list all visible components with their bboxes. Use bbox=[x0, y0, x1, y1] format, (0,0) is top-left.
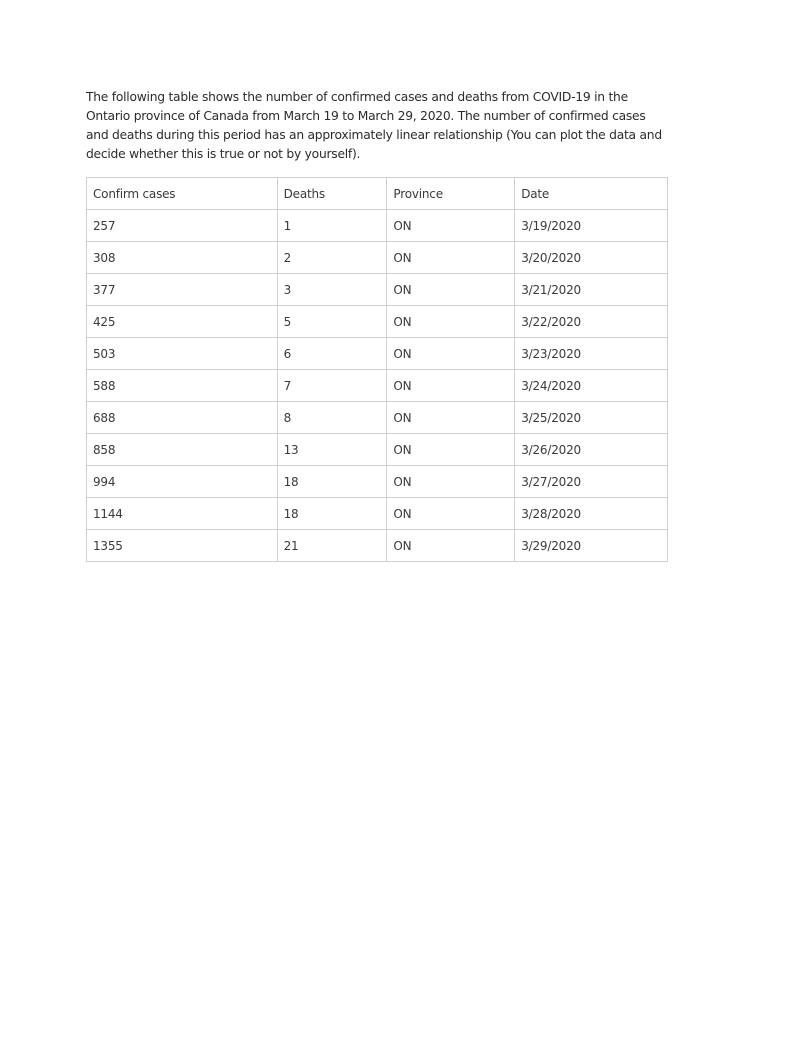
cell-deaths: 3 bbox=[277, 274, 387, 306]
cell-confirm-cases: 994 bbox=[87, 466, 278, 498]
cell-deaths: 2 bbox=[277, 242, 387, 274]
cell-province: ON bbox=[387, 338, 515, 370]
cell-deaths: 13 bbox=[277, 434, 387, 466]
table-row bbox=[87, 466, 668, 498]
table-row bbox=[87, 242, 668, 274]
table-row bbox=[87, 530, 668, 562]
table-row bbox=[87, 370, 668, 402]
cell-date: 3/25/2020 bbox=[515, 402, 668, 434]
cell-confirm-cases: 377 bbox=[87, 274, 278, 306]
cell-province: ON bbox=[387, 402, 515, 434]
cell-deaths: 1 bbox=[277, 210, 387, 242]
header-date: Date bbox=[515, 178, 668, 210]
cell-date: 3/24/2020 bbox=[515, 370, 668, 402]
table-header-row bbox=[87, 178, 668, 210]
cell-province: ON bbox=[387, 434, 515, 466]
cell-province: ON bbox=[387, 274, 515, 306]
table-row bbox=[87, 338, 668, 370]
cell-confirm-cases: 503 bbox=[87, 338, 278, 370]
cell-province: ON bbox=[387, 306, 515, 338]
covid-data-table bbox=[86, 177, 668, 562]
table-row bbox=[87, 434, 668, 466]
cell-deaths: 7 bbox=[277, 370, 387, 402]
table-row bbox=[87, 210, 668, 242]
header-province: Province bbox=[387, 178, 515, 210]
cell-deaths: 6 bbox=[277, 338, 387, 370]
intro-paragraph: The following table shows the number of confirmed cases and deaths from COVID-19 in the Ontario province of Canada from March 19 to March 29, 2020. The number of confirmed cases and deaths during this period has an approximately linear relationship (You can plot the data and decide whether this is true or not by yourself). bbox=[86, 90, 662, 161]
cell-province: ON bbox=[387, 466, 515, 498]
cell-confirm-cases: 1355 bbox=[87, 530, 278, 562]
cell-deaths: 21 bbox=[277, 530, 387, 562]
cell-date: 3/19/2020 bbox=[515, 210, 668, 242]
cell-province: ON bbox=[387, 530, 515, 562]
cell-confirm-cases: 588 bbox=[87, 370, 278, 402]
header-deaths: Deaths bbox=[277, 178, 387, 210]
header-confirm-cases: Confirm cases bbox=[87, 178, 278, 210]
cell-province: ON bbox=[387, 370, 515, 402]
cell-province: ON bbox=[387, 498, 515, 530]
cell-confirm-cases: 858 bbox=[87, 434, 278, 466]
cell-deaths: 18 bbox=[277, 498, 387, 530]
cell-deaths: 5 bbox=[277, 306, 387, 338]
cell-date: 3/21/2020 bbox=[515, 274, 668, 306]
cell-deaths: 8 bbox=[277, 402, 387, 434]
cell-confirm-cases: 688 bbox=[87, 402, 278, 434]
cell-date: 3/20/2020 bbox=[515, 242, 668, 274]
cell-confirm-cases: 425 bbox=[87, 306, 278, 338]
cell-date: 3/23/2020 bbox=[515, 338, 668, 370]
cell-date: 3/28/2020 bbox=[515, 498, 668, 530]
cell-date: 3/22/2020 bbox=[515, 306, 668, 338]
table-row bbox=[87, 498, 668, 530]
table-row bbox=[87, 274, 668, 306]
cell-confirm-cases: 308 bbox=[87, 242, 278, 274]
cell-province: ON bbox=[387, 242, 515, 274]
cell-confirm-cases: 257 bbox=[87, 210, 278, 242]
cell-date: 3/27/2020 bbox=[515, 466, 668, 498]
cell-date: 3/26/2020 bbox=[515, 434, 668, 466]
cell-deaths: 18 bbox=[277, 466, 387, 498]
table-row bbox=[87, 402, 668, 434]
cell-province: ON bbox=[387, 210, 515, 242]
cell-date: 3/29/2020 bbox=[515, 530, 668, 562]
cell-confirm-cases: 1144 bbox=[87, 498, 278, 530]
table-row bbox=[87, 306, 668, 338]
table-body bbox=[87, 210, 668, 562]
